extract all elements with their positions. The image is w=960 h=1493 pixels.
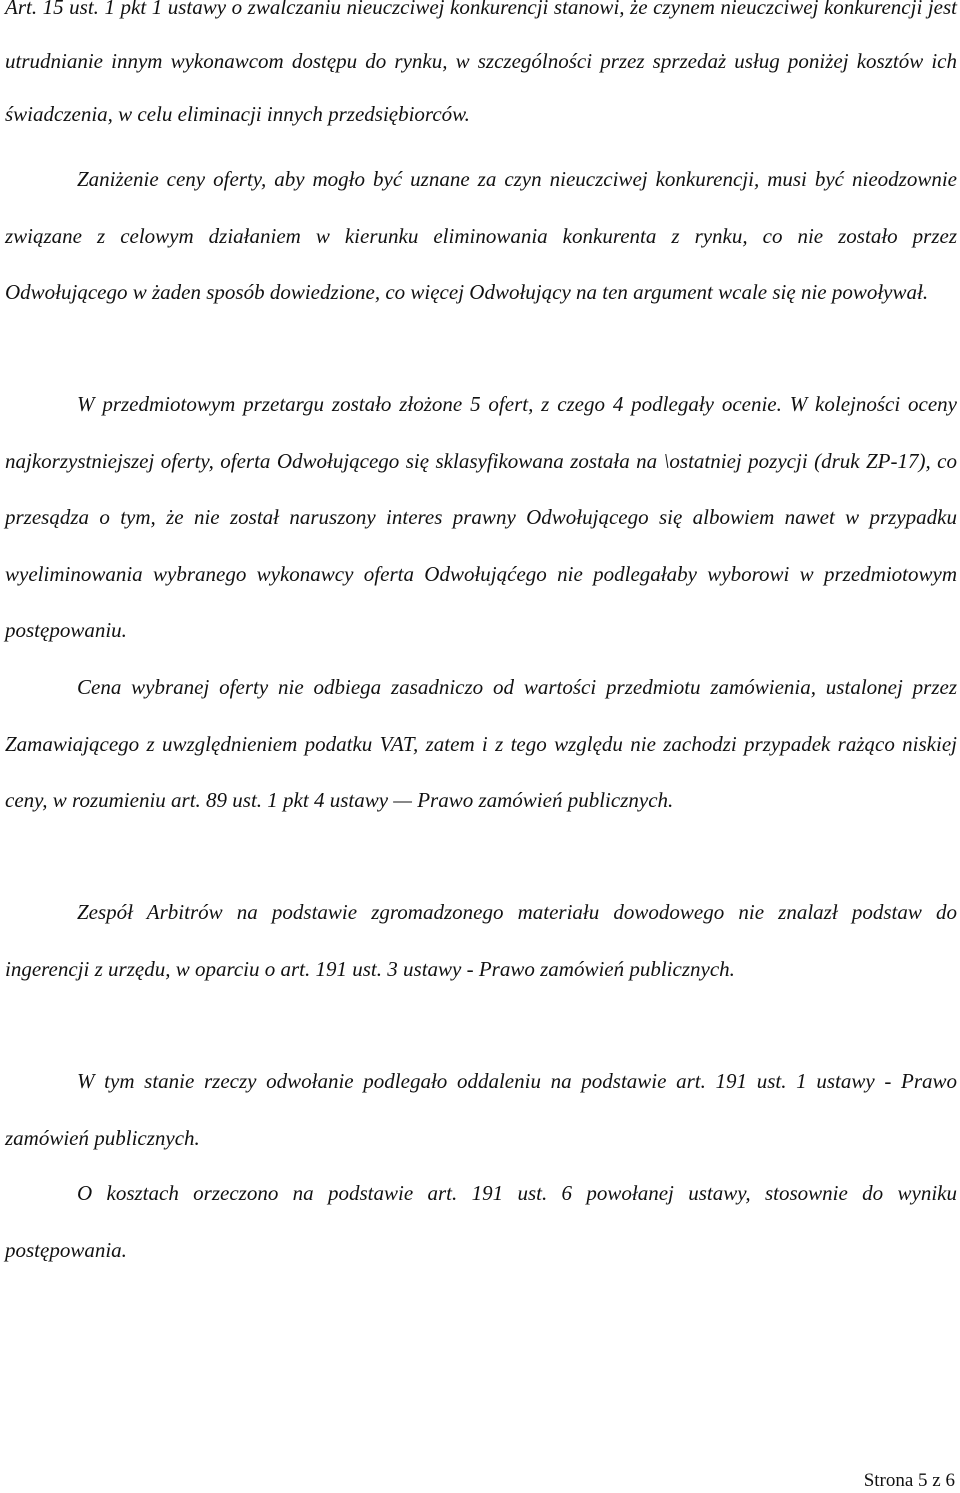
paragraph-arbitrators xyxy=(5,884,957,997)
paragraph-text: Zaniżenie ceny oferty, aby mogło być uznane za czyn nieuczciwej konkurencji, musi być nieodzownie związane z celowym działaniem w kierunku eliminowania konkurenta z rynku, co nie zostało przez Odwołującego w żaden sposób dowiedzione, co więcej Odwołujący na ten argument wcale się nie powoływał. xyxy=(5,167,957,304)
paragraph-text: W przedmiotowym przetargu zostało złożone 5 ofert, z czego 4 podlegały ocenie. W kolejności oceny najkorzystniejszej oferty, oferta Odwołującego się sklasyfikowana została na \ostatniej pozycji (druk ZP-17), co przesądza o tym, że nie został naruszony interes prawny Odwołującego się albowiem nawet w przypadku wyeliminowania wybranego wykonawcy oferta Odwołująćego nie podlegałaby wyborowi w przedmiotowym postępowaniu. xyxy=(5,392,957,642)
page-number: Strona 5 z 6 xyxy=(863,1470,955,1491)
paragraph-art-15: Art. 15 ust. 1 pkt 1 ustawy o zwalczaniu nieuczciwej konkurencji stanowi, że czynem nieuczciwej konkurencji jest utrudnianie innym wykonawcom dostępu do rynku, w szczególności przez sprzedaż usług poniżej kosztów ich świadczenia, w celu eliminacji innych przedsiębiorców. xyxy=(5,0,957,126)
paragraph-text: Zespół Arbitrów na podstawie zgromadzonego materiału dowodowego nie znalazł podstaw do ingerencji z urzędu, w oparciu o art. 191 ust. 3 ustawy - Prawo zamówień publicznych. xyxy=(5,900,957,981)
paragraph-price-reduction xyxy=(5,151,957,321)
paragraph-costs xyxy=(5,1165,957,1278)
paragraph-text: Cena wybranej oferty nie odbiega zasadniczo od wartości przedmiotu zamówienia, ustalonej przez Zamawiającego z uwzględnieniem podatku VAT, zatem i z tego względu nie zachodzi przypadek rażąco niskiej ceny, w rozumieniu art. 89 ust. 1 pkt 4 ustawy — Prawo zamówień publicznych. xyxy=(5,675,957,812)
paragraph-text: O kosztach orzeczono na podstawie art. 191 ust. 6 powołanej ustawy, stosownie do wyniku postępowania. xyxy=(5,1181,957,1262)
paragraph-offers-evaluation xyxy=(5,376,957,659)
paragraph-dismissal xyxy=(5,1053,957,1166)
paragraph-text: W tym stanie rzeczy odwołanie podlegało oddaleniu na podstawie art. 191 ust. 1 ustawy - Prawo zamówień publicznych. xyxy=(5,1069,957,1150)
paragraph-price-value xyxy=(5,659,957,829)
